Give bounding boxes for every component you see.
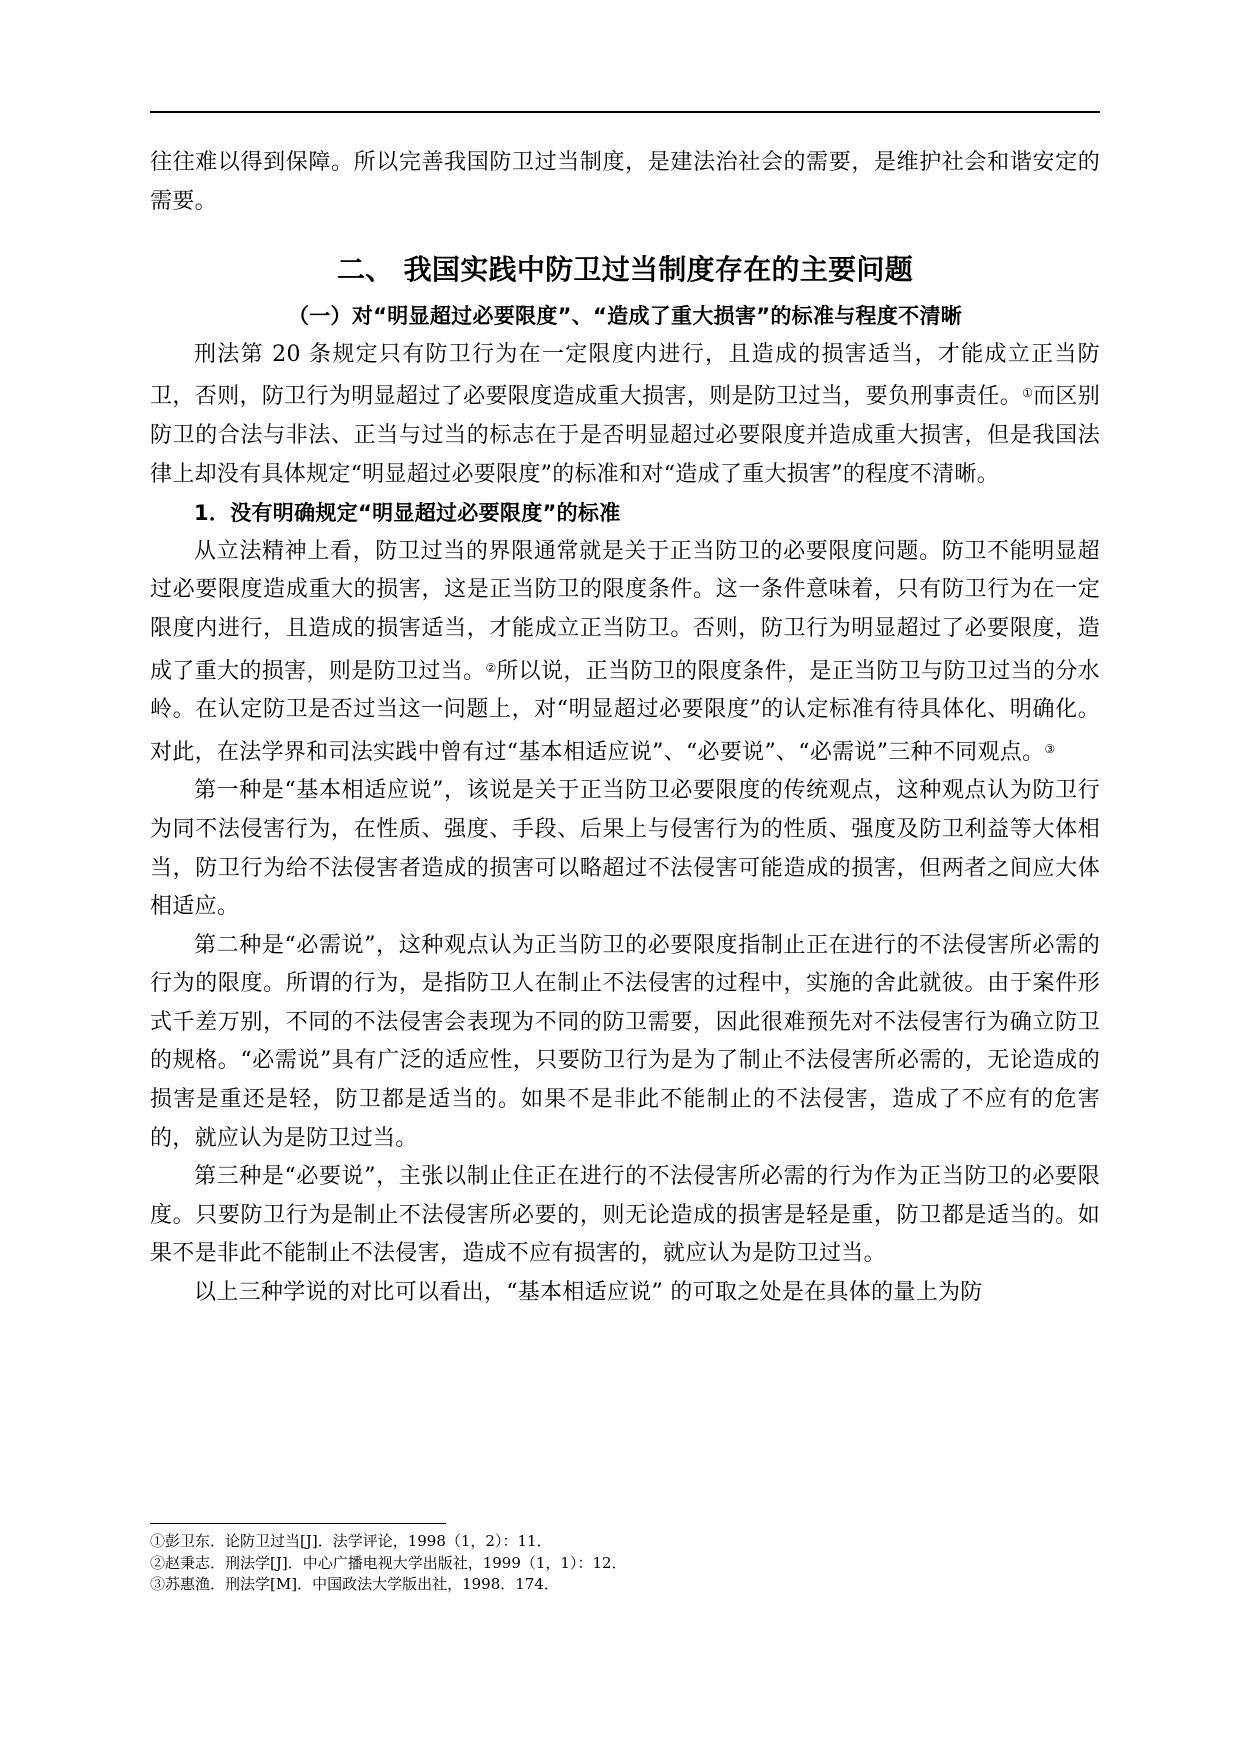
footnote-ref[interactable]: ② (485, 660, 497, 675)
footnote-ref[interactable]: ③ (1044, 741, 1056, 756)
paragraph: 往往难以得到保障。所以完善我国防卫过当制度，是建法治社会的需要，是维护社会和谐安定的需要。 (150, 150, 1100, 214)
paragraph-text: 从立法精神上看，防卫过当的界限通常就是关于正当防卫的必要限度问题。防卫不能明显超过必要限度造成重大的损害，这是正当防卫的限度条件。这一条件意味着，只有防卫行为在一定限度内进行，且造成的损害适当，才能成立正当防卫。否则，防卫行为明显超过了必要限度，造成了重大的损害，则是防卫过当。 (150, 538, 1100, 684)
paragraph-text: 所以说，正当防卫的限度条件，是正当防卫与防卫过当的分水岭。在认定防卫是否过当这一问题上，对“明显超过必要限度”的认定标准有待具体化、明确化。对此，在法学界和司法实践中曾有过“基本相适应说”、“必要说”、“必需说”三种不同观点。 (150, 658, 1100, 765)
subsection-title: （一）对“明显超过必要限度”、“造成了重大损害”的标准与程度不清晰 (287, 304, 963, 329)
paragraph-text: 而区别防卫的合法与非法、正当与过当的标志在于是否明显超过必要限度并造成重大损害，但是我国法律上却没有具体规定“明显超过必要限度”的标准和对“造成了重大损害”的程度不清晰。 (150, 384, 1100, 487)
footnotes (150, 1531, 1100, 1596)
paragraph: 以上三种学说的对比可以看出，“基本相适应说” 的可取之处是在具体的量上为防 (194, 1280, 983, 1306)
body-text (150, 144, 1100, 1313)
footnote-ref[interactable]: ① (1022, 386, 1033, 401)
footnote-rule (150, 1523, 446, 1524)
paragraph: 第一种是“基本相适应说”，该说是关于正当防卫必要限度的传统观点，这种观点认为防卫行为同不法侵害行为，在性质、强度、手段、后果上与侵害行为的性质、强度及防卫利益等大体相当，防卫行为给不法侵害者造成的损害可以略超过不法侵害可能造成的损害，但两者之间应大体相适应。 (150, 778, 1100, 920)
paragraph-text: 刑法第 20 条规定只有防卫行为在一定限度内进行，且造成的损害适当，才能成立正当防卫，否则，防卫行为明显超过了必要限度造成重大损害，则是防卫过当，要负刑事责任。 (150, 341, 1100, 410)
header-rule (150, 111, 1100, 113)
footnote: ③苏惠渔．刑法学[M]．中国政法大学版出社，1998．174． (150, 1575, 559, 1593)
paragraph: 第二种是“必需说”，这种观点认为正当防卫的必要限度指制止正在进行的不法侵害所必需的行为的限度。所谓的行为，是指防卫人在制止不法侵害的过程中，实施的舍此就彼。由于案件形式千差万别，不同的不法侵害会表现为不同的防卫需要，因此很难预先对不法侵害行为确立防卫的规格。“必需说”具有广泛的适应性，只要防卫行为是为了制止不法侵害所必需的，无论造成的损害是重还是轻，防卫都是适当的。如果不是非此不能制止的不法侵害，造成了不应有的危害的，就应认为是防卫过当。 (150, 932, 1100, 1151)
paragraph (150, 336, 1100, 494)
paragraph: 第三种是“必要说”，主张以制止住正在进行的不法侵害所必需的行为作为正当防卫的必要限度。只要防卫行为是制止不法侵害所必要的，则无论造成的损害是轻是重，防卫都是适当的。如果不是非此不能制止不法侵害，造成不应有损害的，就应认为是防卫过当。 (150, 1164, 1100, 1267)
item-title: 1．没有明确规定“明显超过必要限度”的标准 (194, 501, 621, 526)
footnote: ①彭卫东．论防卫过当[J]．法学评论，1998（1，2）：11． (150, 1532, 552, 1550)
section-title: 二、 我国实践中防卫过当制度存在的主要问题 (336, 253, 914, 287)
paragraph (150, 533, 1100, 773)
footnote: ②赵秉志．刑法学[J]．中心广播电视大学出版社，1999（1，1）：12． (150, 1553, 627, 1572)
